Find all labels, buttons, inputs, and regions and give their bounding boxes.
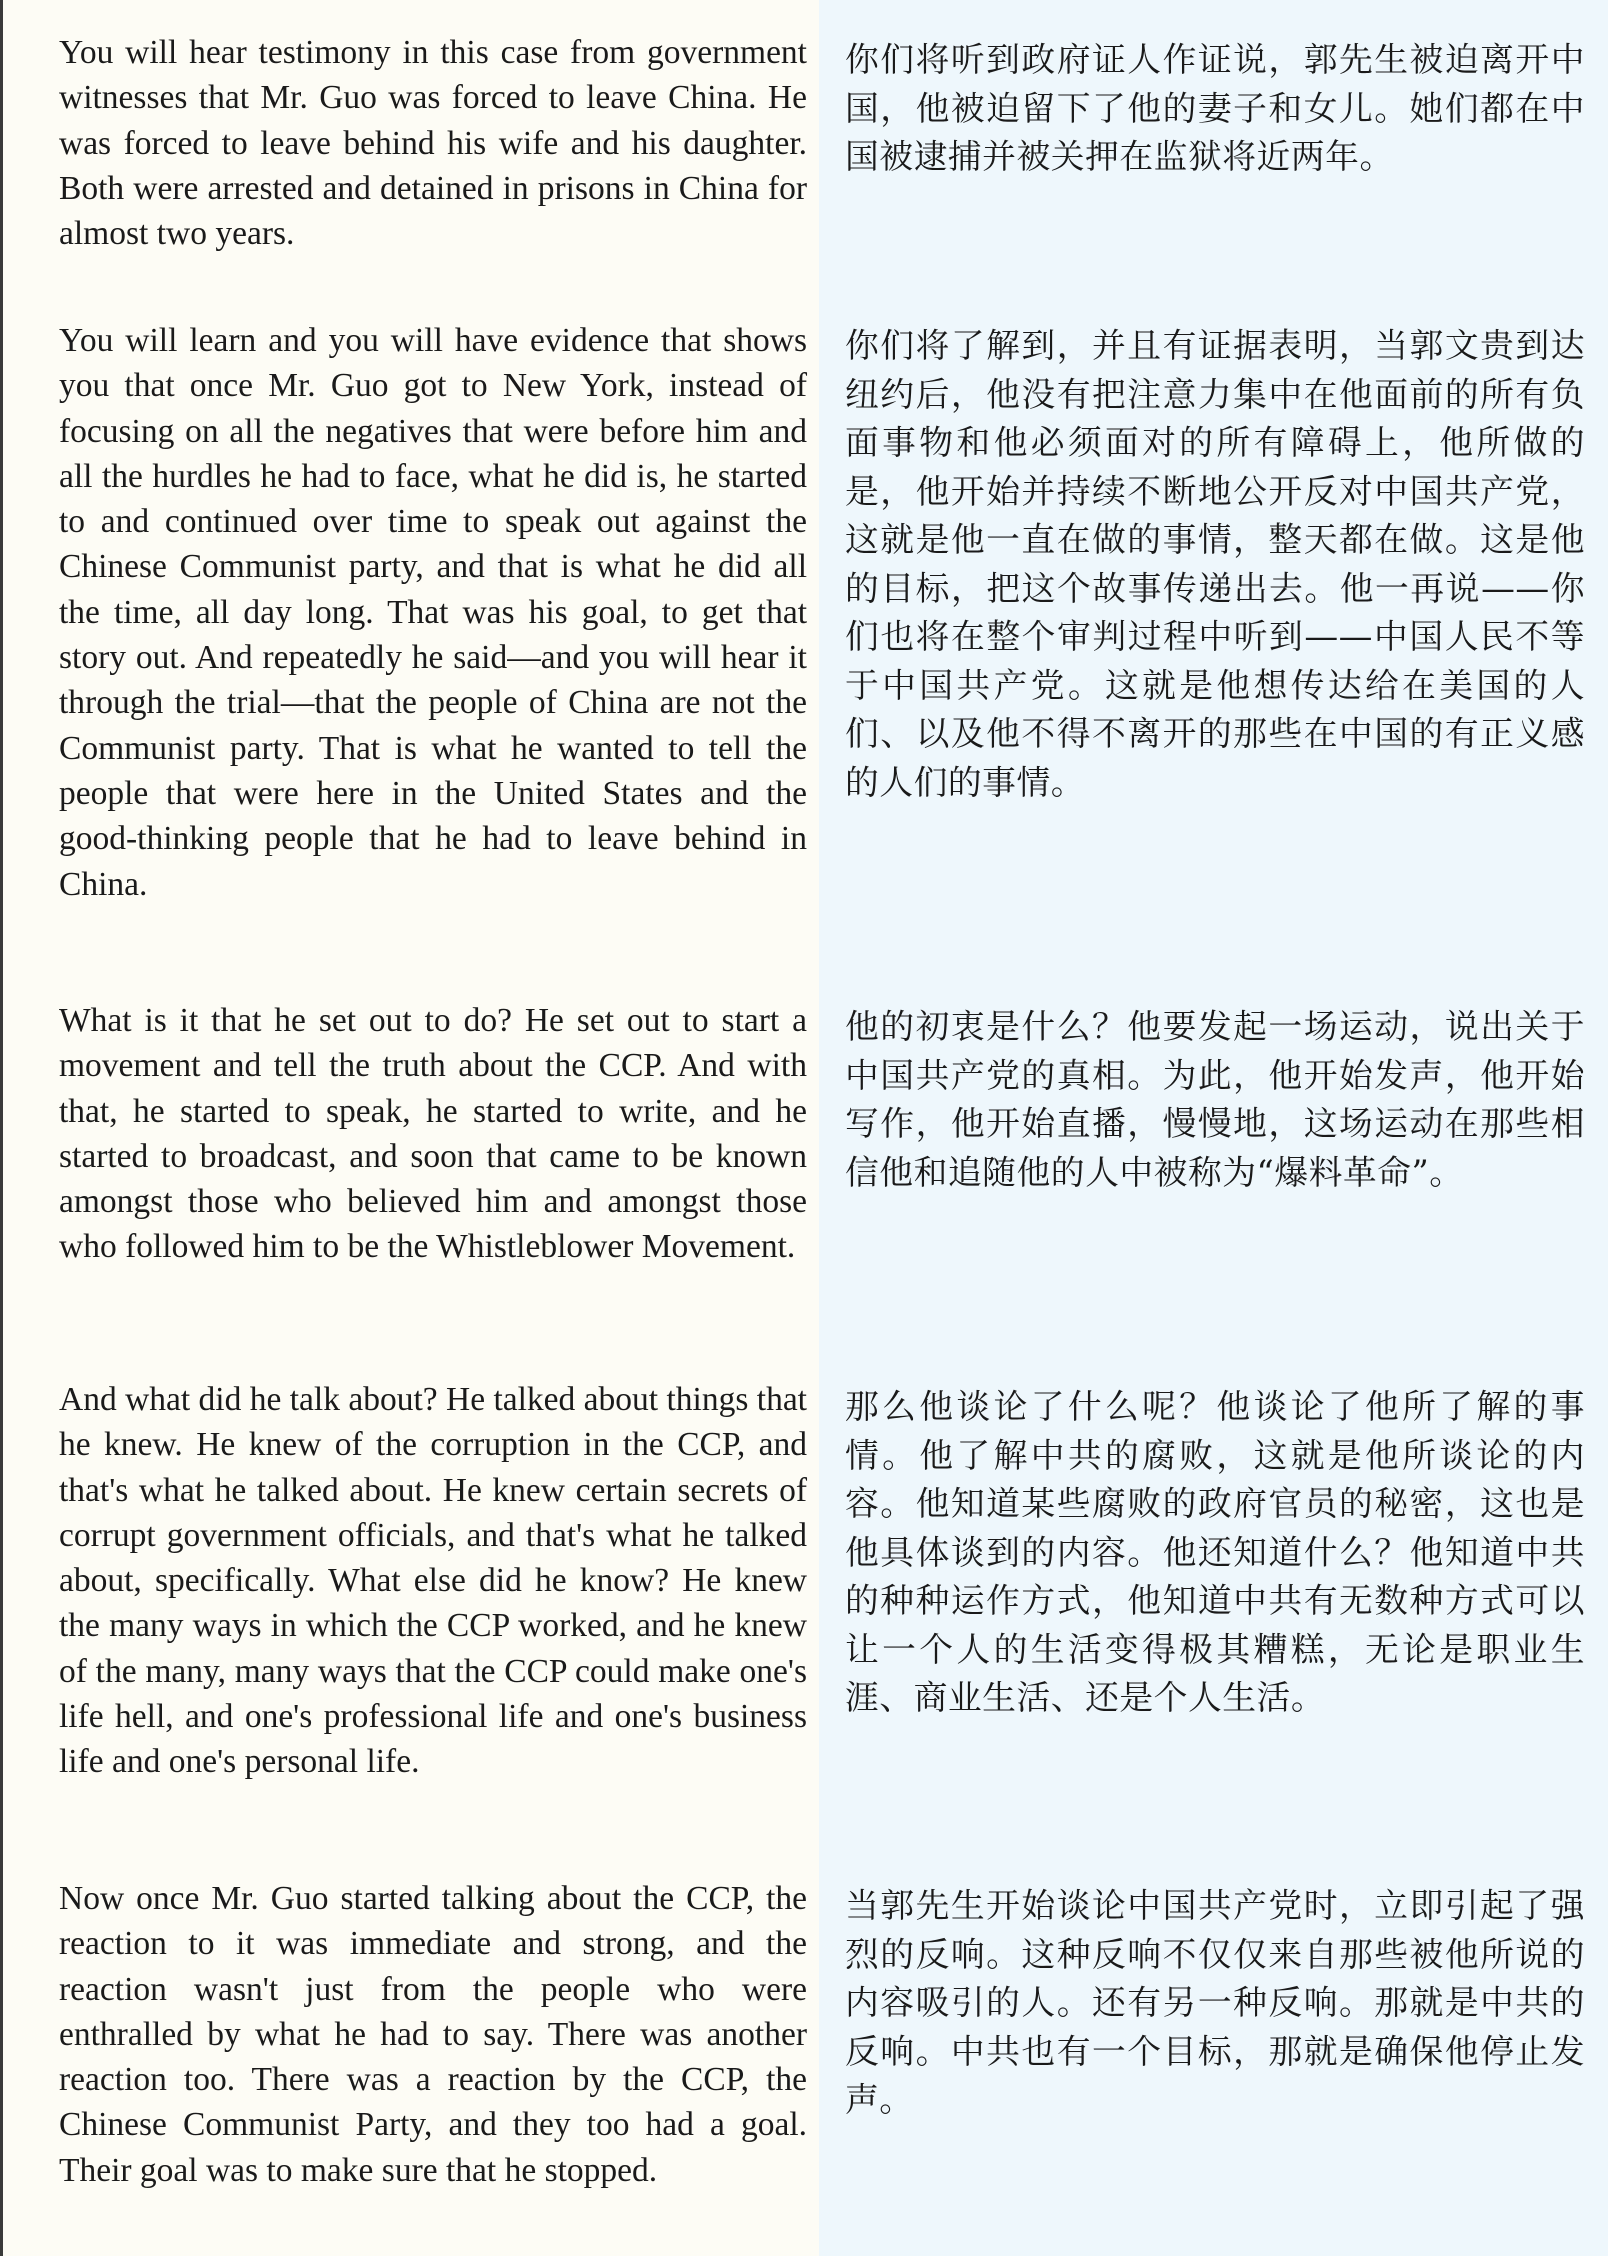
chinese-paragraph-3: 他的初衷是什么？他要发起一场运动，说出关于中国共产党的真相。为此，他开始发声，他开始写作，他开始直播，慢慢地，这场运动在那些相信他和追随他的人中被称为“爆料革命”。	[845, 1007, 1585, 1192]
english-paragraph-5: Now once Mr. Guo started talking about the CCP, the reaction to it was immediate and strong, and the reaction wasn't just from the people who were enthralled by what he had to say. There was another reaction too. There was a reaction by the CCP, the Chinese Communist Party, and they too had a goal. Their goal was to make sure that he stopped.	[59, 1880, 807, 2189]
english-paragraph-2: You will learn and you will have evidence that shows you that once Mr. Guo got to New York, instead of focusing on all the negatives that were before him and all the hurdles he had to face, what he did is, he started to and continued over time to speak out against the Chinese Communist party, and that is what he did all the time, all day long. That was his goal, to get that story out. And repeatedly he said—and you will hear it through the trial—that the people of China are not the Communist party. That is what he wanted to tell the people that were here in the United States and the good-thinking people that he had to leave behind in China.	[59, 322, 807, 903]
chinese-paragraph-5: 当郭先生开始谈论中国共产党时，立即引起了强烈的反响。这种反响不仅仅来自那些被他所说的内容吸引的人。还有另一种反响。那就是中共的反响。中共也有一个目标，那就是确保他停止发声。	[845, 1886, 1585, 2119]
chinese-paragraph-2: 你们将了解到，并且有证据表明，当郭文贵到达纽约后，他没有把注意力集中在他面前的所有负面事物和他必须面对的所有障碍上，他所做的是，他开始并持续不断地公开反对中国共产党，这就是他一直在做的事情，整天都在做。这是他的目标，把这个故事传递出去。他一再说——你们也将在整个审判过程中听到——中国人民不等于中国共产党。这就是他想传达给在美国的人们、以及他不得不离开的那些在中国的有正义感的人们的事情。	[845, 326, 1585, 802]
chinese-paragraph-4: 那么他谈论了什么呢？他谈论了他所了解的事情。他了解中共的腐败，这就是他所谈论的内容。他知道某些腐败的政府官员的秘密，这也是他具体谈到的内容。他还知道什么？他知道中共的种种运作方式，他知道中共有无数种方式可以让一个人的生活变得极其糟糕，无论是职业生涯、商业生活、还是个人生活。	[845, 1387, 1585, 1717]
english-paragraph-3: What is it that he set out to do? He set out to start a movement and tell the truth about the CCP. And with that, he started to speak, he started to write, and he started to broadcast, and soon that came to be known amongst those who believed him and amongst those who followed him to be the Whistleblower Movement.	[59, 1002, 807, 1266]
english-paragraph-4: And what did he talk about? He talked about things that he knew. He knew of the corruption in the CCP, and that's what he talked about. He knew certain secrets of corrupt government officials, and that's what he talked about, specifically. What else did he know? He knew the many ways in which the CCP worked, and he knew of the many, many ways that the CCP could make one's life hell, and one's professional life and one's business life and one's personal life.	[59, 1381, 807, 1781]
chinese-paragraph-1: 你们将听到政府证人作证说，郭先生被迫离开中国，他被迫留下了他的妻子和女儿。她们都在中国被逮捕并被关押在监狱将近两年。	[845, 40, 1585, 176]
chinese-column	[819, 0, 1608, 2256]
english-paragraph-1: You will hear testimony in this case from government witnesses that Mr. Guo was forced to leave China. He was forced to leave behind his wife and his daughter. Both were arrested and detained in prisons in China for almost two years.	[59, 34, 807, 253]
